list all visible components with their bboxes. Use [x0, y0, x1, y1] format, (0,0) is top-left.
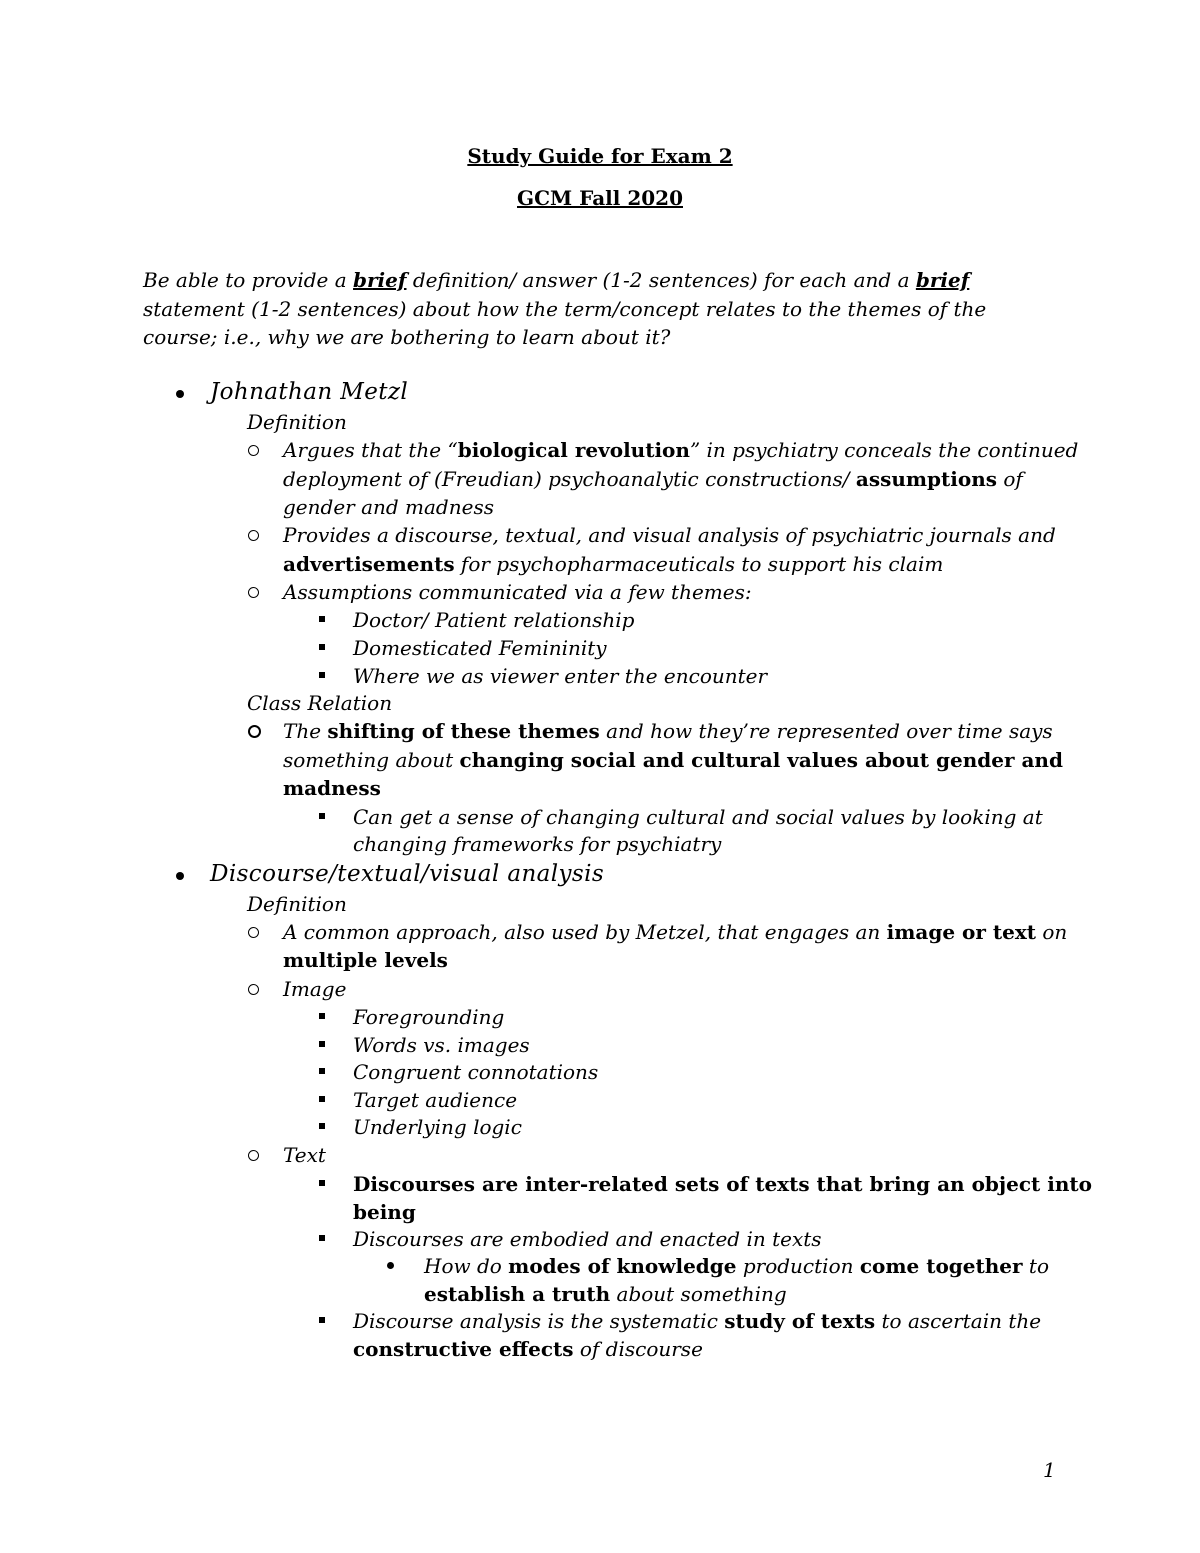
image-label: Image — [283, 977, 347, 1001]
nested-item-cont: establish a truth about something — [424, 1282, 787, 1306]
square-bullet-icon — [319, 1235, 325, 1241]
list-item-cont: multiple levels — [283, 948, 448, 972]
square-bullet-icon — [319, 813, 325, 819]
text-item-cont: being — [353, 1200, 416, 1224]
square-bullet-icon — [319, 1068, 325, 1074]
list-item: The shifting of these themes and how they’re represented over time says — [283, 719, 1053, 743]
list-item-cont: deployment of (Freudian) psychoanalytic constructions/ assumptions of — [283, 467, 1023, 491]
text-label: Text — [283, 1143, 326, 1167]
square-bullet-icon — [319, 644, 325, 650]
bullet-icon — [176, 390, 184, 398]
definition-label: Definition — [247, 892, 347, 916]
section-heading-discourse: Discourse/textual/visual analysis — [210, 861, 605, 887]
text-item: Discourses are embodied and enacted in texts — [353, 1227, 822, 1251]
list-item-cont: something about changing social and cultural values about gender and — [283, 748, 1063, 772]
bullet-icon — [176, 872, 184, 880]
page-title: Study Guide for Exam 2 — [467, 144, 733, 168]
sub-item: Can get a sense of changing cultural and social values by looking at — [353, 805, 1043, 829]
circle-bullet-icon — [248, 927, 259, 938]
list-item: Assumptions communicated via a few themes: — [283, 580, 752, 604]
text-item: Discourses are inter-related sets of texts that bring an object into — [353, 1172, 1092, 1196]
image-item: Foregrounding — [353, 1005, 505, 1029]
list-item: A common approach, also used by Metzel, that engages an image or text on — [283, 920, 1068, 944]
text-item-cont: constructive effects of discourse — [353, 1337, 703, 1361]
image-item: Words vs. images — [353, 1033, 530, 1057]
text-item: Discourse analysis is the systematic study of texts to ascertain the — [353, 1309, 1042, 1333]
circle-bullet-icon — [248, 587, 259, 598]
image-item: Congruent connotations — [353, 1060, 599, 1084]
list-item: Argues that the “biological revolution” in psychiatry conceals the continued — [283, 438, 1079, 462]
square-bullet-icon — [319, 1096, 325, 1102]
circle-bullet-icon — [248, 984, 259, 995]
image-item: Underlying logic — [353, 1115, 522, 1139]
circle-bullet-icon — [248, 725, 261, 738]
bullet-icon — [387, 1262, 394, 1269]
image-item: Target audience — [353, 1088, 518, 1112]
intro-paragraph: Be able to provide a brief definition/ answer (1-2 sentences) for each and a brief statement (1-2 sentences) about how the term/concept relates to the themes of the course; i.e., why we are bothering to learn about it? — [143, 268, 987, 349]
square-bullet-icon — [319, 616, 325, 622]
circle-bullet-icon — [248, 530, 259, 541]
list-item-cont: madness — [283, 776, 381, 800]
nested-item: How do modes of knowledge production come together to — [424, 1254, 1049, 1278]
definition-label: Definition — [247, 410, 347, 434]
list-item-cont: advertisements for psychopharmaceuticals to support his claim — [283, 552, 944, 576]
page-subtitle: GCM Fall 2020 — [517, 186, 683, 210]
circle-bullet-icon — [248, 1150, 259, 1161]
square-bullet-icon — [319, 1013, 325, 1019]
page-number: 1 — [1043, 1458, 1056, 1482]
theme-item: Where we as viewer enter the encounter — [353, 664, 768, 688]
square-bullet-icon — [319, 1041, 325, 1047]
circle-bullet-icon — [248, 445, 259, 456]
theme-item: Domesticated Femininity — [353, 636, 607, 660]
class-relation-label: Class Relation — [247, 691, 393, 715]
square-bullet-icon — [319, 1317, 325, 1323]
sub-item-cont: changing frameworks for psychiatry — [353, 832, 722, 856]
list-item: Provides a discourse, textual, and visual analysis of psychiatric journals and — [283, 523, 1056, 547]
section-heading-metzl: Johnathan Metzl — [210, 379, 409, 405]
square-bullet-icon — [319, 1123, 325, 1129]
square-bullet-icon — [319, 672, 325, 678]
theme-item: Doctor/ Patient relationship — [353, 608, 635, 632]
square-bullet-icon — [319, 1180, 325, 1186]
list-item-cont: gender and madness — [283, 495, 494, 519]
